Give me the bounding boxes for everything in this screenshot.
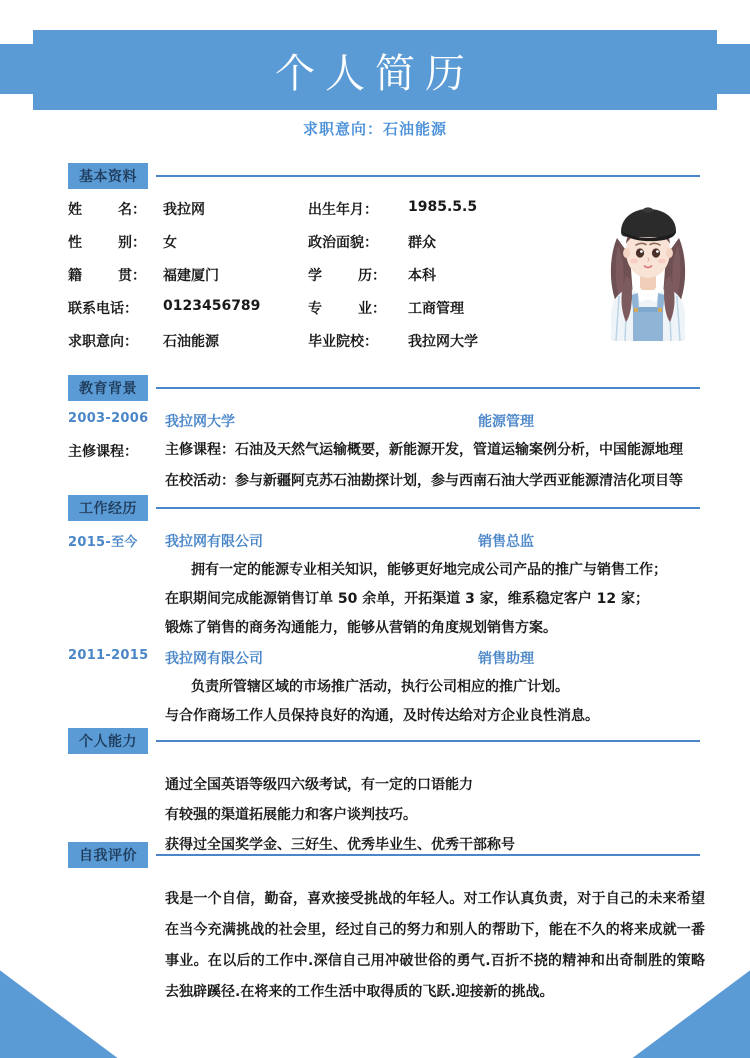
ability-line-row [0,802,750,832]
work-line-row [0,615,750,644]
label-gender: 性 别： [68,235,146,251]
education-line-activities: 在校活动：参与新疆阿克苏石油勘探计划，参与西南石油大学西亚能源清洁化项目等 [165,473,683,489]
value-political-status: 群众 [408,235,436,251]
section-badge-ability: 个人能力 [68,728,148,754]
section-badge-evaluation: 自我评价 [68,842,148,868]
section-rule-ability [156,740,700,742]
section-header-basic [0,163,750,191]
section-work-experience [0,495,750,732]
corner-decoration-right [632,970,750,1058]
page-title: 个人简历 [275,50,475,97]
work-company-1: 我拉网有限公司 [165,534,263,550]
label-major: 专 业： [308,301,386,317]
basic-row-name [0,199,750,232]
section-header-work [0,495,750,523]
section-header-education [0,375,750,403]
section-education [0,375,750,497]
education-date: 2003-2006 [68,411,149,426]
work-entry-header-1 [0,531,750,557]
label-graduated-school: 毕业院校： [308,334,378,350]
work-line-row [0,586,750,615]
label-job-objective: 求职意向： [68,334,138,350]
ability-line-1: 通过全国英语等级四六级考试，有一定的口语能力 [165,777,473,793]
work-line-2-1: 负责所管辖区域的市场推广活动，执行公司相应的推广计划。 [191,679,569,695]
work-job-1 [0,531,750,644]
work-line-2-2: 与合作商场工作人员保持良好的沟通，及时传达给对方企业良性消息。 [165,708,599,724]
value-name: 我拉网 [163,202,205,218]
basic-row-hometown [0,265,750,298]
ability-line-2: 有较强的渠道拓展能力和客户谈判技巧。 [165,807,417,823]
section-rule-work [156,507,700,509]
education-school: 我拉网大学 [165,414,235,430]
section-badge-basic: 基本资料 [68,163,148,189]
value-education-level: 本科 [408,268,436,284]
label-main-courses: 主修课程： [68,444,138,460]
job-objective-subtitle: 求职意向：石油能源 [302,120,447,138]
work-job-2 [0,648,750,732]
work-company-2: 我拉网有限公司 [165,651,263,667]
education-major: 能源管理 [478,414,534,430]
work-line-row [0,557,750,586]
work-date-2: 2011-2015 [68,648,149,663]
work-entry-header-2 [0,648,750,674]
section-rule-education [156,387,700,389]
value-birthdate: 1985.5.5 [408,199,478,215]
work-role-2: 销售助理 [478,651,534,667]
basic-row-objective [0,331,750,364]
work-date-1: 2015-至今 [68,535,138,550]
section-header-evaluation [0,842,750,870]
value-major: 工商管理 [408,301,464,317]
work-role-1: 销售总监 [478,534,534,550]
education-body [0,411,750,497]
label-name: 姓 名： [68,202,146,218]
ability-line-3: 获得过全国奖学金、三好生、优秀毕业生、优秀干部称号 [165,837,515,853]
basic-row-phone [0,298,750,331]
label-hometown: 籍 贯： [68,268,146,284]
label-birthdate: 出生年月： [308,202,378,218]
work-line-row [0,674,750,703]
value-graduated-school: 我拉网大学 [408,334,478,350]
value-gender: 女 [163,235,177,251]
section-badge-education: 教育背景 [68,375,148,401]
section-basic-info [0,163,750,364]
section-rule-basic [156,175,700,177]
section-rule-evaluation [156,854,700,856]
ability-line-row [0,772,750,802]
value-phone: 0123456789 [163,298,261,314]
work-line-1-2: 在职期间完成能源销售订单 50 余单，开拓渠道 3 家，维系稳定客户 12 家； [165,591,649,607]
section-header-ability [0,728,750,756]
work-line-1-1: 拥有一定的能源专业相关知识，能够更好地完成公司产品的推广与销售工作； [191,562,667,578]
basic-row-gender [0,232,750,265]
label-education-level: 学 历： [308,268,386,284]
education-courses-row [0,437,750,467]
value-job-objective: 石油能源 [163,334,219,350]
value-hometown: 福建厦门 [163,268,219,284]
education-line-courses: 主修课程：石油及天然气运输概要，新能源开发，管道运输案例分析，中国能源地理 [165,442,683,458]
label-phone: 联系电话： [68,301,138,317]
corner-decoration-left [0,970,118,1058]
evaluation-text: 我是一个自信，勤奋，喜欢接受挑战的年轻人。对工作认真负责，对于自己的未来希望在当今充满挑战的社会里，经过自己的努力和别人的帮助下，能在不久的将来成就一番事业。在以后的工作中.深信自己用冲破世俗的勇气.百折不挠的精神和出奇制胜的策略去独辟蹊径.在将来的工作生活中取得质的飞跃.迎接新的挑战。 [165,891,705,1000]
work-line-1-3: 锻炼了销售的商务沟通能力，能够从营销的角度规划销售方案。 [165,620,557,636]
education-entry-header [0,411,750,437]
label-political-status: 政治面貌： [308,235,378,251]
education-activities-row [0,467,750,497]
basic-info-table [0,199,750,364]
header-ribbon [0,30,750,110]
section-badge-work: 工作经历 [68,495,148,521]
